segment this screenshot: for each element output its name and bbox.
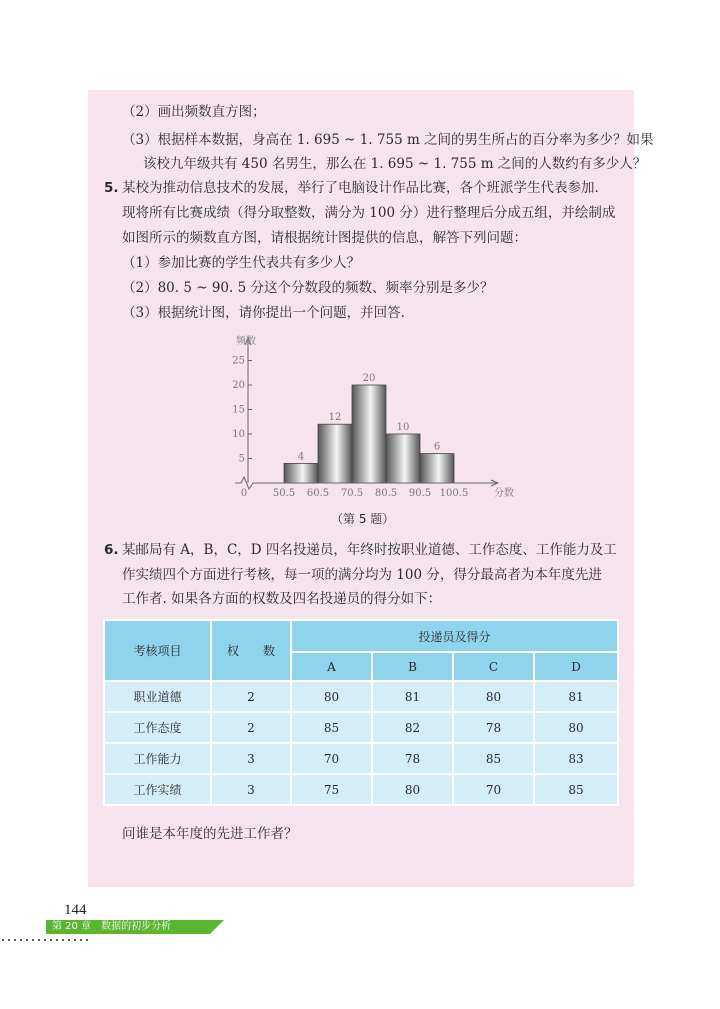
cell-item: 工作能力 [104, 743, 211, 774]
y-tick-label: 10 [232, 429, 245, 440]
y-tick-label: 5 [238, 453, 245, 465]
cell-score: 85 [534, 774, 618, 805]
cell-score: 83 [534, 743, 618, 774]
cell-score: 80 [372, 774, 453, 805]
header-courier-b: B [372, 652, 453, 681]
x-tick-label: 80.5 [374, 488, 398, 499]
histogram-bar [284, 463, 318, 483]
histogram-chart [215, 330, 515, 506]
text-line: （2）画出频数直方图； [122, 104, 266, 120]
table-row [104, 774, 618, 805]
origin-label: 0 [240, 488, 248, 499]
cell-score: 78 [453, 712, 534, 743]
header-courier-a: A [291, 652, 372, 681]
table-row [104, 712, 618, 743]
header-couriers: 投递员及得分 [291, 620, 618, 652]
x-tick-label: 60.5 [306, 488, 330, 499]
page-number: 144 [64, 902, 87, 918]
header-item: 考核项目 [104, 620, 211, 681]
chapter-band [46, 920, 224, 934]
cell-score: 82 [372, 712, 453, 743]
bar-value-label: 12 [328, 412, 342, 424]
y-tick-label: 25 [232, 355, 245, 367]
dotted-rule [0, 939, 90, 941]
table-row [104, 743, 618, 774]
question-number-6: 6. [104, 542, 119, 558]
table-row [104, 681, 618, 712]
histogram-bar [318, 424, 352, 483]
cell-score: 85 [291, 712, 372, 743]
cell-item: 工作态度 [104, 712, 211, 743]
text-line: （3）根据统计图，请你提出一个问题，并回答. [122, 305, 405, 321]
cell-score: 80 [534, 712, 618, 743]
text-line: （1）参加比赛的学生代表共有多少人？ [122, 255, 361, 271]
cell-weight: 2 [211, 681, 291, 712]
cell-score: 70 [453, 774, 534, 805]
histogram-bar [352, 385, 386, 483]
question-prompt: 问谁是本年度的先进工作者？ [122, 826, 298, 842]
chapter-title: 第 20 章 数据的初步分析 [52, 921, 172, 932]
text-line: （3）根据样本数据，身高在 1. 695 ~ 1. 755 m 之间的男生所占的百分率为多少？如果 [122, 132, 654, 148]
y-tick-label: 20 [232, 380, 245, 391]
x-tick-label: 70.5 [340, 488, 364, 499]
header-courier-d: D [534, 652, 618, 681]
bar-value-label: 4 [297, 451, 305, 463]
cell-weight: 3 [211, 743, 291, 774]
text-line: 作实绩四个方面进行考核，每一项的满分均为 100 分，得分最高者为本年度先进 [122, 567, 602, 583]
text-line: 工作者. 如果各方面的权数及四名投递员的得分如下： [122, 591, 442, 607]
bar-value-label: 6 [433, 441, 441, 453]
text-line: 该校九年级共有 450 名男生，那么在 1. 695 ~ 1. 755 m 之间的人数约有多少人？ [143, 156, 647, 172]
bar-value-label: 10 [396, 422, 410, 433]
text-line: 某邮局有 A，B，C，D 四名投递员，年终时按职业道德、工作态度、工作能力及工 [122, 542, 617, 558]
text-line: （2）80. 5 ~ 90. 5 分这个分数段的频数、频率分别是多少？ [122, 280, 494, 296]
x-tick-label: 50.5 [272, 488, 296, 499]
cell-score: 70 [291, 743, 372, 774]
y-tick-label: 15 [232, 404, 245, 416]
cell-score: 78 [372, 743, 453, 774]
x-tick-label: 90.5 [408, 488, 432, 499]
cell-item: 工作实绩 [104, 774, 211, 805]
text-line: 现将所有比赛成绩（得分取整数，满分为 100 分）进行整理后分成五组，并绘制成 [122, 205, 616, 221]
figure-caption: （第 5 题） [331, 512, 395, 526]
cell-score: 80 [453, 681, 534, 712]
bar-value-label: 20 [362, 373, 376, 384]
histogram-bar [386, 434, 420, 483]
cell-item: 职业道德 [104, 681, 211, 712]
y-axis-label: 频数 [236, 336, 256, 347]
cell-score: 80 [291, 681, 372, 712]
cell-weight: 3 [211, 774, 291, 805]
header-weight: 权 数 [211, 620, 291, 681]
x-axis-label: 分数 [494, 488, 514, 499]
text-line: 如图所示的频数直方图，请根据统计图提供的信息，解答下列问题： [122, 230, 527, 246]
cell-score: 81 [372, 681, 453, 712]
histogram-bar [420, 454, 454, 483]
cell-weight: 2 [211, 712, 291, 743]
text-line: 某校为推动信息技术的发展，举行了电脑设计作品比赛，各个班派学生代表参加. [122, 180, 599, 196]
cell-score: 81 [534, 681, 618, 712]
question-number-5: 5. [104, 180, 119, 196]
x-tick-label: 100.5 [439, 488, 469, 499]
header-courier-c: C [453, 652, 534, 681]
cell-score: 85 [453, 743, 534, 774]
score-table [103, 619, 619, 806]
cell-score: 75 [291, 774, 372, 805]
